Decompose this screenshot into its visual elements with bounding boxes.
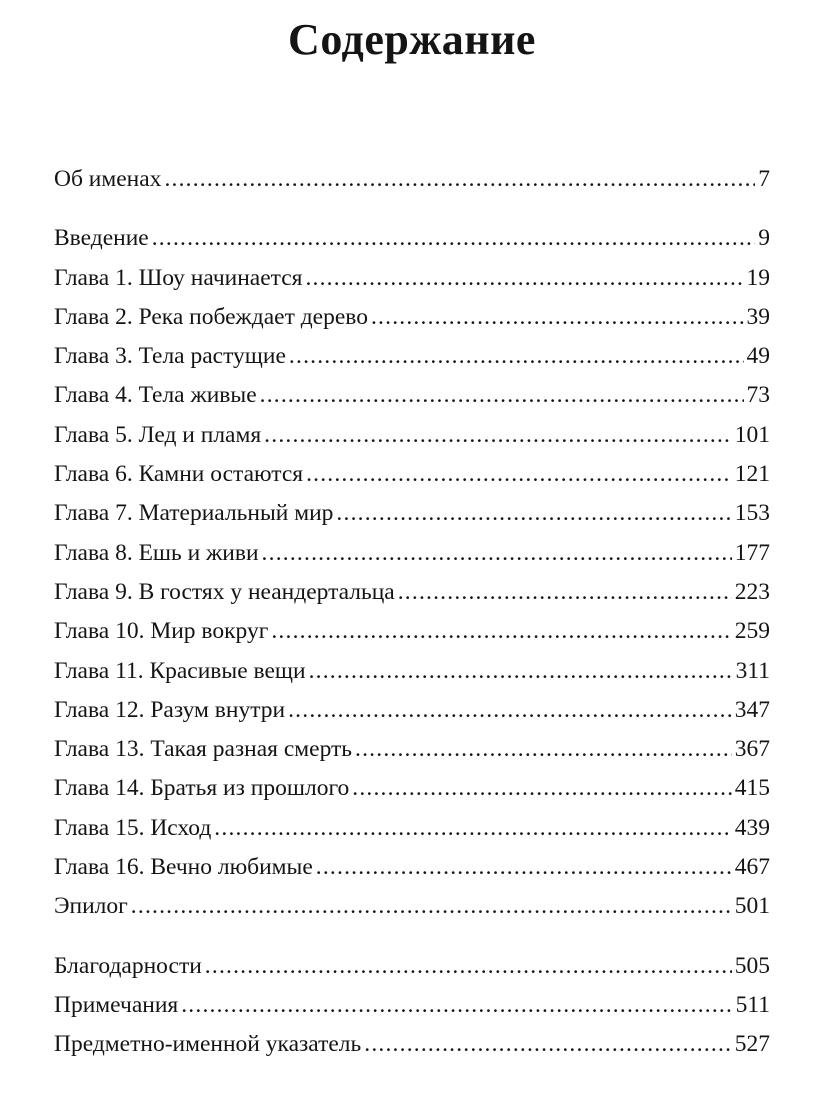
toc-entry [54,986,770,1025]
toc-entry-title: Глава 4. Тела живые [54,382,257,409]
dot-leader [288,691,732,730]
toc-entry-title: Глава 3. Тела растущие [54,343,286,370]
dot-leader [271,612,731,651]
toc-entry [54,160,770,199]
toc-entry-title: Эпилог [54,893,128,920]
toc-entry [54,573,770,612]
toc-entry [54,219,770,258]
toc-entry-page-number: 121 [734,461,770,488]
toc-entry-page-number: 501 [734,893,770,920]
toc-entry [54,730,770,769]
toc-entry [54,494,770,533]
toc-entry [54,691,770,730]
dot-leader [336,494,731,533]
toc-entry-page-number: 73 [746,382,770,409]
toc-entry [54,259,770,298]
toc-entry-page-number: 439 [734,814,770,841]
toc-entry-title: Глава 5. Лед и пламя [54,421,262,448]
toc-entry-page-number: 511 [735,991,770,1018]
dot-leader [352,769,732,808]
toc-entry-page-number: 7 [758,166,770,192]
toc-entry-title: Глава 8. Ешь и живи [54,539,259,566]
toc-entry-page-number: 415 [734,775,770,802]
toc-entry-title: Глава 11. Красивые вещи [54,657,306,684]
dot-leader [306,455,732,494]
toc-entry-title: Глава 1. Шоу начинается [54,264,303,291]
dot-leader [355,730,732,769]
toc-entry-page-number: 311 [735,657,770,684]
toc-entry-title: Примечания [54,991,179,1018]
toc-entry-title: Глава 7. Материальный мир [54,500,334,527]
table-of-contents [54,160,770,1065]
toc-entry-page-number: 9 [758,225,770,252]
dot-leader [398,573,732,612]
toc-entry [54,848,770,887]
toc-entry [54,652,770,691]
toc-entry [54,612,770,651]
toc-entry-page-number: 347 [734,696,770,723]
dot-leader [164,160,755,199]
toc-entry-page-number: 505 [734,952,770,979]
toc-entry-title: Глава 16. Вечно любимые [54,854,313,881]
toc-entry [54,809,770,848]
dot-leader [264,416,732,455]
dot-leader [316,848,732,887]
toc-entry [54,337,770,376]
dot-leader [260,376,744,415]
toc-entry-title: Благодарности [54,952,202,979]
page-title: Содержание [288,15,536,64]
toc-entry-page-number: 49 [746,343,770,370]
dot-leader [309,652,733,691]
toc-entry-page-number: 223 [734,578,770,605]
dot-leader [371,298,744,337]
toc-entry-page-number: 177 [734,539,770,566]
dot-leader [305,259,743,298]
toc-entry-title: Глава 10. Мир вокруг [54,618,269,645]
toc-entry-page-number: 467 [734,854,770,881]
dot-leader [262,534,732,573]
dot-leader [152,219,756,258]
toc-entry [54,298,770,337]
dot-leader [181,986,732,1025]
toc-entry-title: Предметно-именной указатель [54,1031,362,1058]
toc-entry-title: Глава 14. Братья из прошлого [54,775,350,802]
toc-entry-title: Глава 6. Камни остаются [54,461,304,488]
toc-entry-page-number: 153 [734,500,770,527]
toc-entry [54,947,770,986]
toc-entry [54,455,770,494]
toc-entry-page-number: 39 [746,303,770,330]
toc-entry-title: Глава 9. В гостях у неандертальца [54,578,395,605]
toc-entry-title: Глава 13. Такая разная смерть [54,736,353,763]
toc-entry-title: Глава 15. Исход [54,814,212,841]
dot-leader [214,809,731,848]
toc-entry-page-number: 101 [734,421,770,448]
toc-entry [54,416,770,455]
dot-leader [364,1025,732,1064]
toc-entry-page-number: 527 [734,1031,770,1058]
toc-entry [54,534,770,573]
toc-entry [54,1025,770,1064]
toc-entry-title: Глава 2. Река побеждает дерево [54,303,368,330]
toc-entry [54,887,770,926]
toc-entry-title: Глава 12. Разум внутри [54,696,286,723]
toc-entry [54,769,770,808]
toc-entry-page-number: 19 [746,264,770,291]
toc-entry-title: Введение [54,225,149,252]
toc-entry [54,376,770,415]
toc-entry-page-number: 259 [734,618,770,645]
dot-leader [205,947,732,986]
dot-leader [131,887,732,926]
dot-leader [289,337,744,376]
toc-entry-page-number: 367 [734,736,770,763]
toc-entry-title: Об именах [54,166,162,192]
